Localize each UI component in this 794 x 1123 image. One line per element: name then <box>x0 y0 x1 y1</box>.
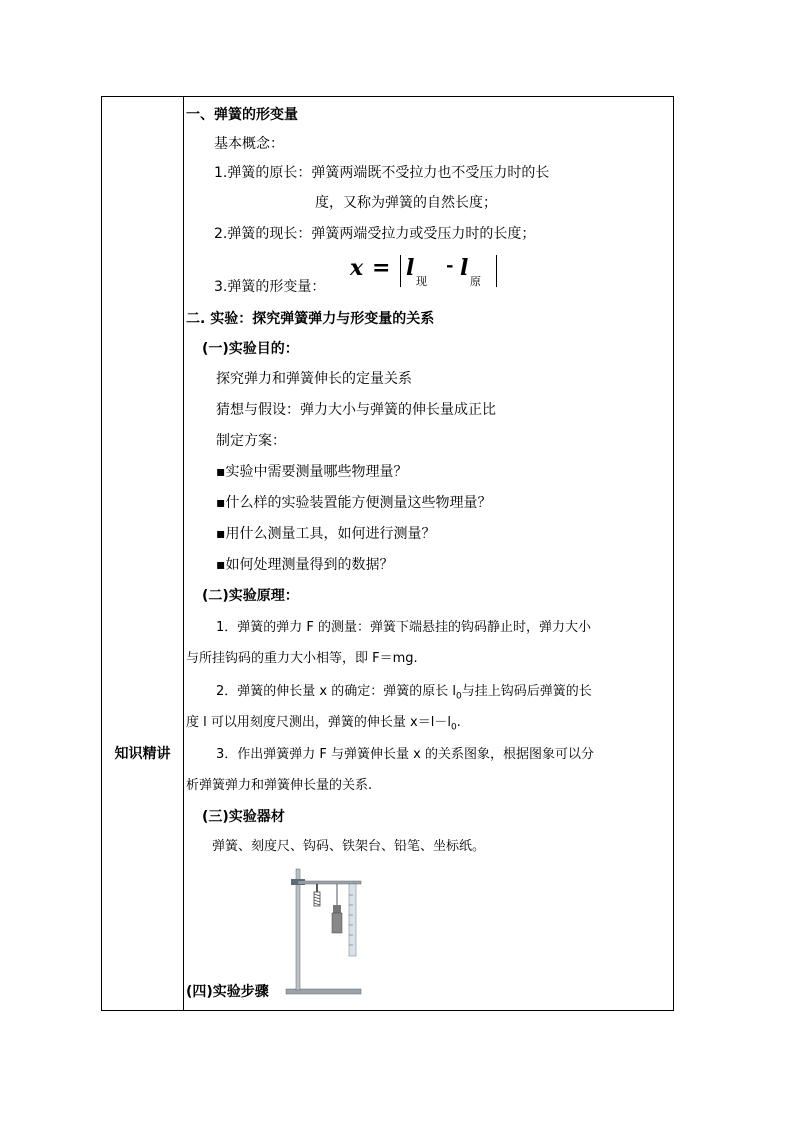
item2-line: 2.弹簧的现长：弹簧两端受拉力或受压力时的长度； <box>214 226 536 242</box>
principle3-line1: 3．作出弹簧弹力 F 与弹簧伸长量 x 的关系图象，根据图象可以分 <box>216 747 594 762</box>
abs-bar-right <box>496 255 497 287</box>
subscript-zero: 0 <box>455 691 462 702</box>
item1-line2: 度，又称为弹簧的自然长度； <box>315 195 497 211</box>
principle2-line1-text: 2．弹簧的伸长量 x 的确定：弹簧的原长 l <box>216 684 456 699</box>
abs-bar-left <box>400 255 401 287</box>
part1-title: (一)实验目的： <box>202 341 299 357</box>
formula-l1: l <box>406 255 415 281</box>
principle2-line1-rest: 与挂上钩码后弹簧的长 <box>461 684 592 699</box>
formula-sub-current: 现 <box>416 275 427 288</box>
principle3-line2: 析弹簧弹力和弹簧伸长量的关系. <box>186 778 373 793</box>
formula-l2: l <box>460 255 469 281</box>
content-cell <box>184 97 673 1010</box>
principle1-line1: 1．弹簧的弹力 F 的测量：弹簧下端悬挂的钩码静止时，弹力大小 <box>216 620 592 635</box>
side-label: 知识精讲 <box>114 746 171 762</box>
item1-line1: 1.弹簧的原长：弹簧两端既不受拉力也不受压力时的长 <box>214 165 550 181</box>
item3-label: 3.弹簧的形变量： <box>214 279 326 295</box>
concept-label: 基本概念： <box>214 136 284 152</box>
part1-line3: 制定方案： <box>216 433 286 449</box>
section2-title: 二. 实验：探究弹簧弹力与形变量的关系 <box>186 311 435 327</box>
section1-title: 一、弹簧的形变量 <box>186 107 298 123</box>
bullet-2: ▪什么样的实验装置能方便测量这些物理量？ <box>216 495 492 511</box>
formula-minus: - <box>446 255 454 276</box>
formula-equals: = <box>372 255 391 281</box>
part2-title: (二)实验原理： <box>202 588 299 604</box>
principle2-line2 <box>186 713 669 738</box>
subscript-zero: 0 <box>450 722 457 733</box>
principle2-line1 <box>216 682 669 707</box>
bullet-3: ▪用什么测量工具，如何进行测量？ <box>216 526 436 542</box>
bullet-4: ▪如何处理测量得到的数据？ <box>216 557 394 573</box>
formula-sub-original: 原 <box>470 275 481 288</box>
part4-title: (四)实验步骤 <box>186 984 269 1000</box>
part1-line2: 猜想与假设：弹力大小与弹簧的伸长量成正比 <box>216 402 496 418</box>
principle1-line2: 与所挂钩码的重力大小相等，即 F＝mg. <box>186 651 418 666</box>
principle2-line2-text: 度 l 可以用刻度尺测出，弹簧的伸长量 x＝l－l <box>186 715 451 730</box>
deformation-formula <box>350 253 510 289</box>
part3-title: (三)实验器材 <box>202 809 285 825</box>
bullet-1: ▪实验中需要测量哪些物理量？ <box>216 464 408 480</box>
equipment-list: 弹簧、刻度尺、钩码、铁架台、铅笔、坐标纸。 <box>212 839 486 854</box>
part1-line1: 探究弹力和弹簧伸长的定量关系 <box>216 371 412 387</box>
iron-stand-apparatus-image <box>281 865 381 995</box>
principle2-line2-rest: . <box>456 715 461 730</box>
formula-x: x <box>350 255 364 281</box>
content-table <box>101 96 674 1011</box>
